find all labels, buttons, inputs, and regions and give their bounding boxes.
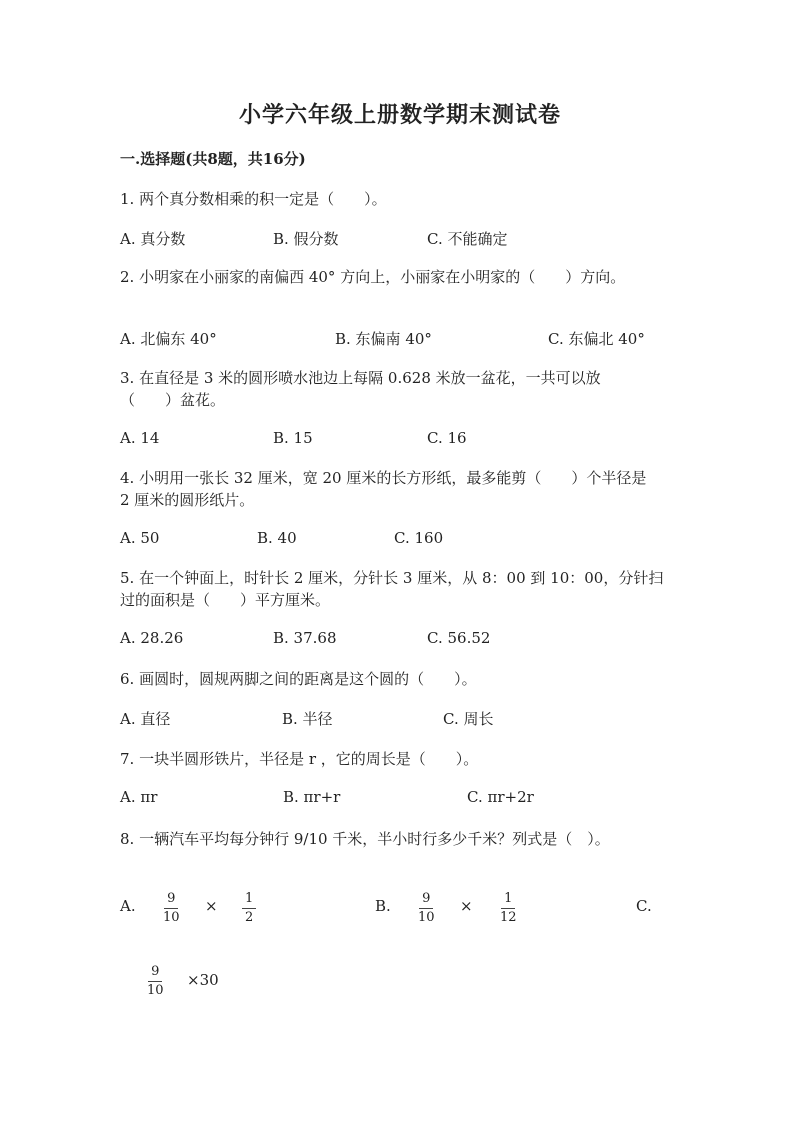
question-8: 8. 一辆汽车平均每分钟行 9/10 千米，半小时行多少千米？列式是（ ）。 <box>120 830 610 848</box>
q8-option-b-label[interactable]: B. <box>375 897 391 915</box>
section-heading: 一.选择题(共8题，共16分) <box>120 150 306 168</box>
q7-option-b[interactable]: B. πr+r <box>283 788 341 806</box>
question-5: 5. 在一个钟面上，时针长 2 厘米，分针长 3 厘米，从 8：00 到 10：00，分针扫 <box>120 569 664 587</box>
question-2: 2. 小明家在小丽家的南偏西 40° 方向上，小丽家在小明家的（ ）方向。 <box>120 268 626 286</box>
fraction-numerator: 9 <box>164 891 178 909</box>
q4-option-b[interactable]: B. 40 <box>257 529 297 547</box>
q3-option-b[interactable]: B. 15 <box>273 429 313 447</box>
fraction-denominator: 2 <box>245 910 254 925</box>
q8-option-c-fraction <box>144 964 167 999</box>
q5-option-c[interactable]: C. 56.52 <box>427 629 491 647</box>
q3-option-c[interactable]: C. 16 <box>427 429 467 447</box>
q8-option-a-label[interactable]: A. <box>120 897 136 915</box>
q8-option-c-label[interactable]: C. <box>636 897 652 915</box>
q8-option-a-fraction-1 <box>160 891 183 926</box>
fraction-numerator: 1 <box>501 891 515 909</box>
q6-option-c[interactable]: C. 周长 <box>443 710 494 728</box>
q8-option-b-fraction-1 <box>415 891 438 926</box>
q8-option-c-suffix: ×30 <box>187 971 219 989</box>
q7-option-c[interactable]: C. πr+2r <box>467 788 534 806</box>
question-4: 4. 小明用一张长 32 厘米，宽 20 厘米的长方形纸，最多能剪（ ）个半径是 <box>120 469 647 487</box>
fraction-numerator: 9 <box>419 891 433 909</box>
q5-option-a[interactable]: A. 28.26 <box>120 629 184 647</box>
q2-option-b[interactable]: B. 东偏南 40° <box>335 330 432 348</box>
q4-option-c[interactable]: C. 160 <box>394 529 444 547</box>
q8-option-b-fraction-2 <box>497 891 520 926</box>
times-sign: × <box>460 897 473 915</box>
question-3: 3. 在直径是 3 米的圆形喷水池边上每隔 0.628 米放一盆花，一共可以放 <box>120 369 601 387</box>
fraction-denominator: 12 <box>500 910 517 925</box>
question-6: 6. 画圆时，圆规两脚之间的距离是这个圆的（ ）。 <box>120 670 477 688</box>
q2-option-a[interactable]: A. 北偏东 40° <box>120 330 217 348</box>
fraction-numerator: 9 <box>148 964 162 982</box>
q1-option-c[interactable]: C. 不能确定 <box>427 230 508 248</box>
q5-option-b[interactable]: B. 37.68 <box>273 629 337 647</box>
q4-option-a[interactable]: A. 50 <box>120 529 160 547</box>
fraction-numerator: 1 <box>242 891 256 909</box>
q6-option-b[interactable]: B. 半径 <box>282 710 333 728</box>
q3-option-a[interactable]: A. 14 <box>120 429 160 447</box>
question-4-line2: 2 厘米的圆形纸片。 <box>120 491 255 509</box>
q2-option-c[interactable]: C. 东偏北 40° <box>548 330 645 348</box>
q7-option-a[interactable]: A. πr <box>120 788 158 806</box>
times-sign: × <box>205 897 218 915</box>
fraction-denominator: 10 <box>147 983 164 998</box>
question-7: 7. 一块半圆形铁片，半径是 r ，它的周长是（ ）。 <box>120 750 479 768</box>
question-1: 1. 两个真分数相乘的积一定是（ ）。 <box>120 190 387 208</box>
question-3-line2: （ ）盆花。 <box>120 391 226 409</box>
q8-option-a-fraction-2 <box>242 891 256 926</box>
page-title: 小学六年级上册数学期末测试卷 <box>238 102 561 128</box>
fraction-denominator: 10 <box>418 910 435 925</box>
q6-option-a[interactable]: A. 直径 <box>120 710 171 728</box>
q1-option-a[interactable]: A. 真分数 <box>120 230 186 248</box>
question-5-line2: 过的面积是（ ）平方厘米。 <box>120 591 331 609</box>
fraction-denominator: 10 <box>163 910 180 925</box>
q1-option-b[interactable]: B. 假分数 <box>273 230 339 248</box>
